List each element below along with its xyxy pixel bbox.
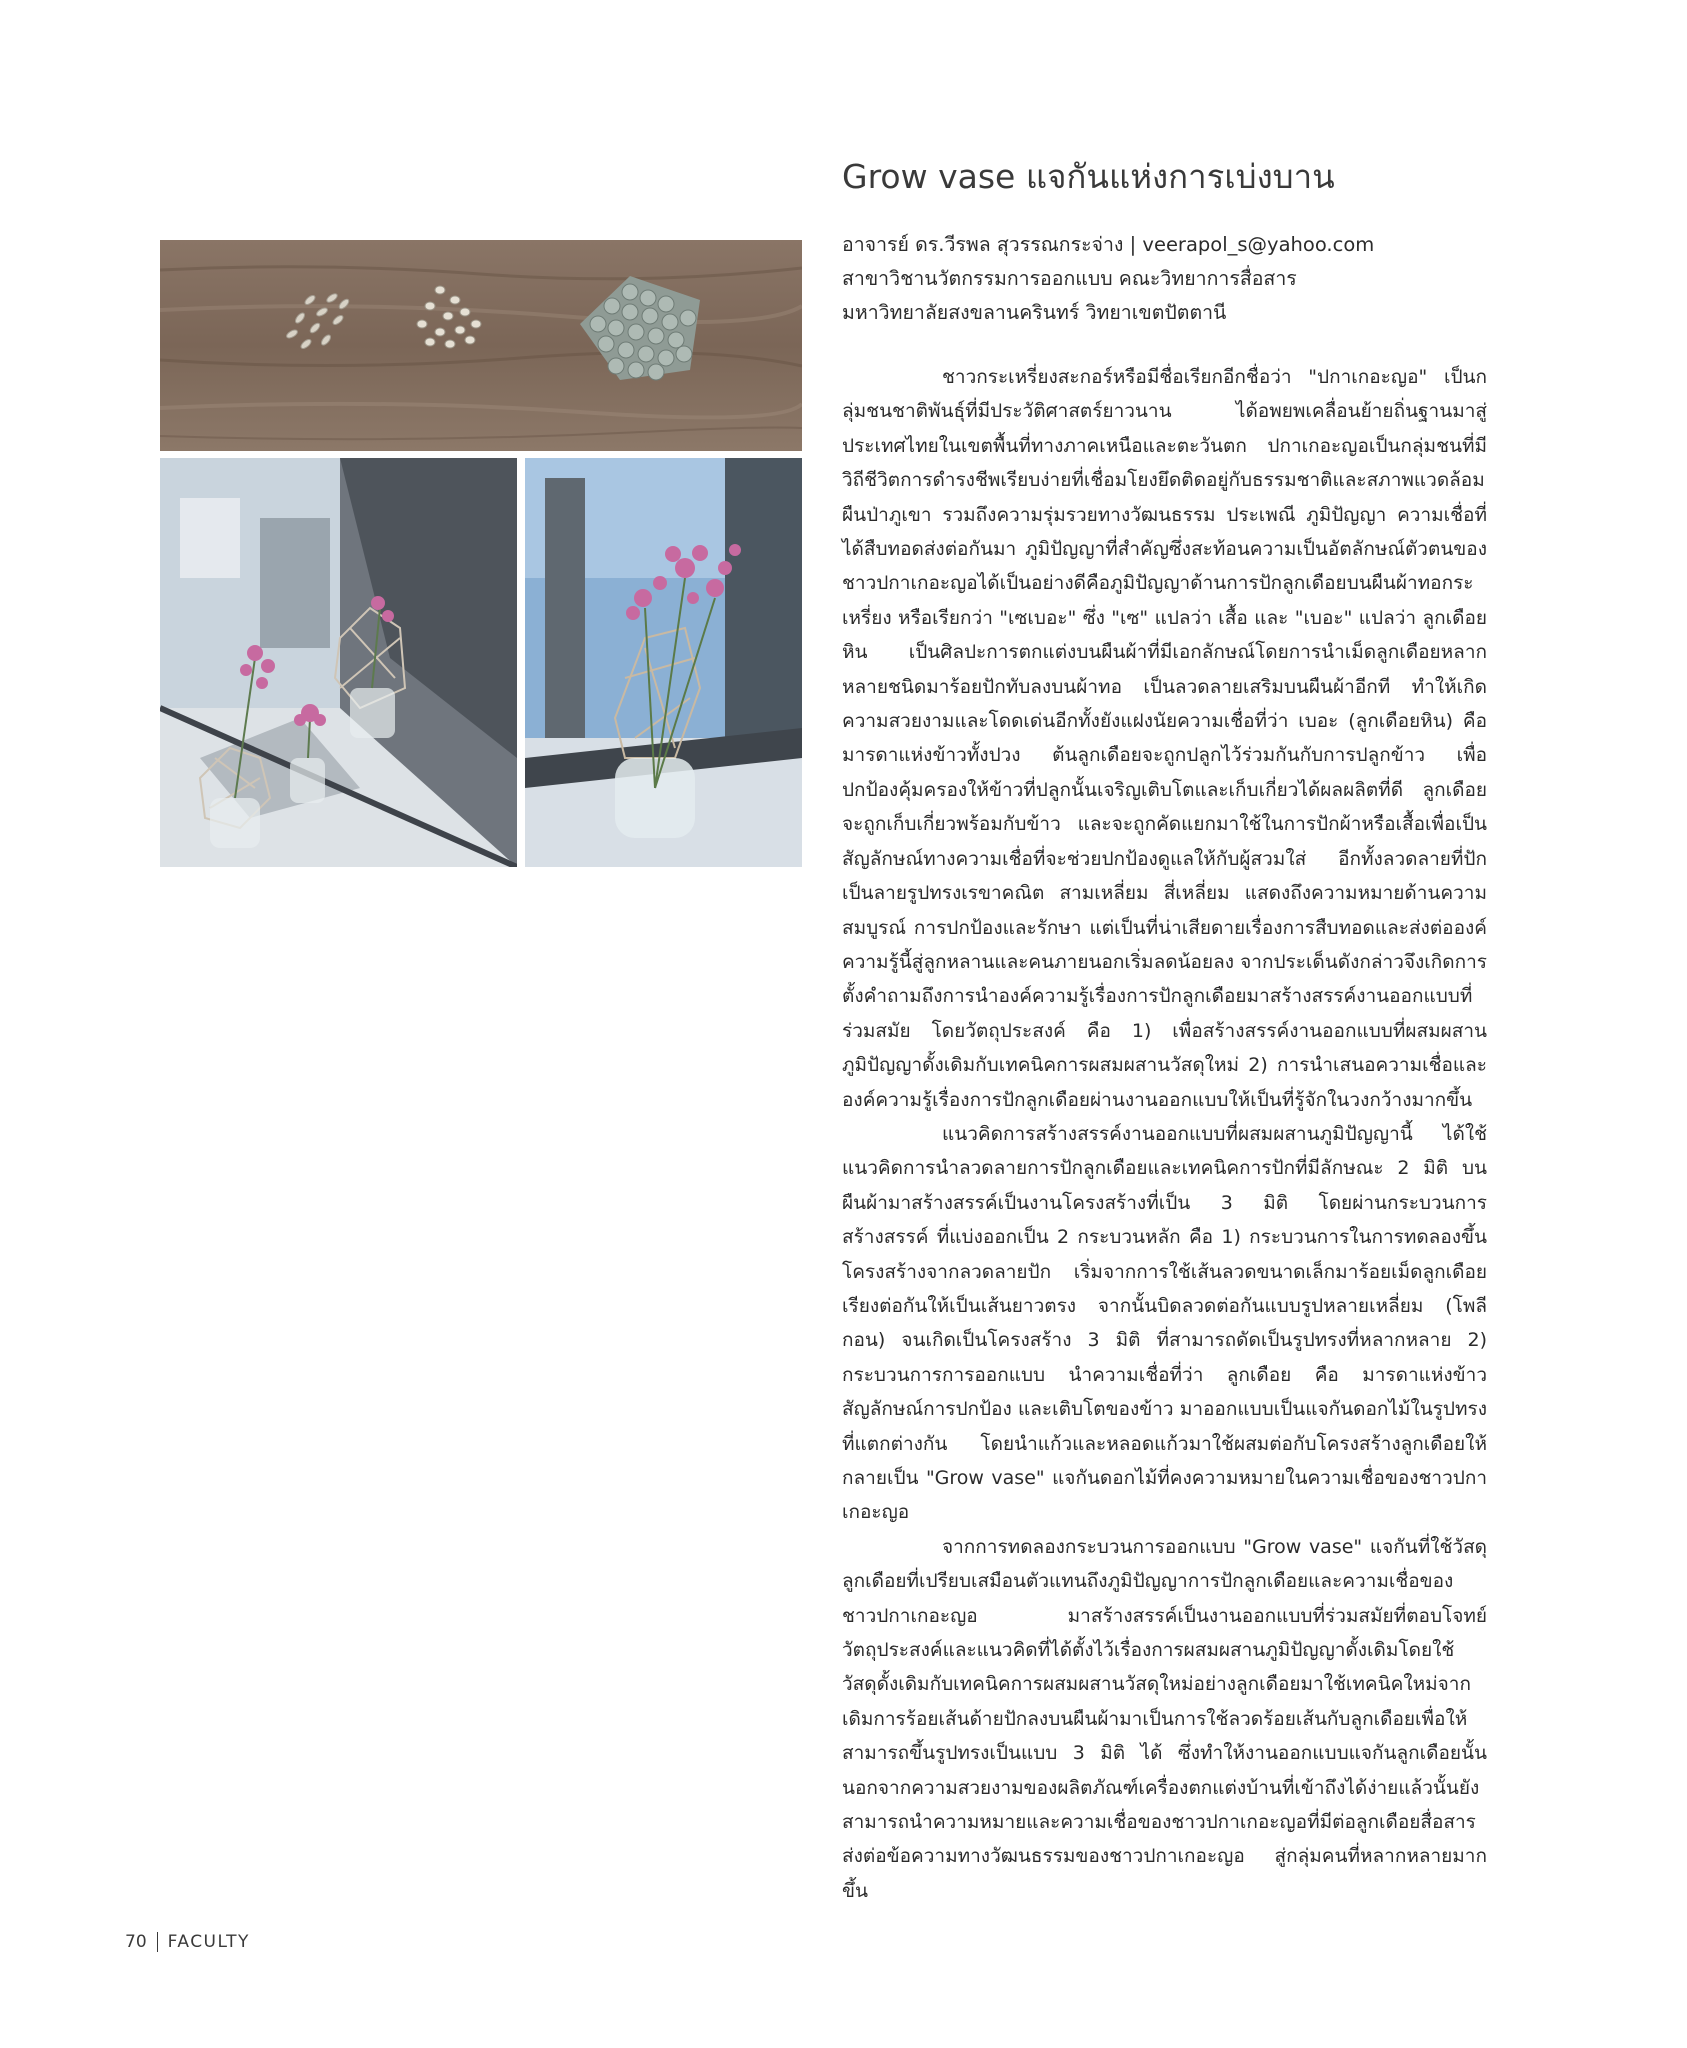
author-name-email: อาจารย์ ดร.วีรพล สุวรรณกระจ่าง | veerapol_s@yahoo.com (842, 233, 1375, 256)
body-paragraph: ชาวกระเหรี่ยงสะกอร์หรือมีชื่อเรียกอีกชื่อว่า "ปกาเกอะญอ" เป็นกลุ่มชนชาติพันธุ์ที่มีประวัติศาสตร์ยาวนาน ได้อพยพเคลื่อนย้ายถิ่นฐานมาสู่ประเทศไทยในเขตพื้นที่ทางภาคเหนือและตะวันตก ปกาเกอะญอเป็นกลุ่มชนที่มีวิถีชีวิตการดำรงชีพเรียบง่ายที่เชื่อมโยงยึดติดอยู่กับธรรมชาติและสภาพแวดล้อมผืนป่าภูเขา รวมถึงความรุ่มรวยทางวัฒนธรรม ประเพณี ภูมิปัญญา ความเชื่อที่ได้สืบทอดส่งต่อกันมา ภูมิปัญญาที่สำคัญซึ่งสะท้อนความเป็นอัตลักษณ์ตัวตนของชาวปกาเกอะญอได้เป็นอย่างดีคือภูมิปัญญาด้านการปักลูกเดือยบนผืนผ้าทอกระเหรี่ยง หรือเรียกว่า "เซเบอะ" ซึ่ง "เซ" แปลว่า เสื้อ และ "เบอะ" แปลว่า ลูกเดือยหิน เป็นศิลปะการตกแต่งบนผืนผ้าที่มีเอกลักษณ์โดยการนำเม็ดลูกเดือยหลากหลายชนิดมาร้อยปักทับลงบนผ้าทอ เป็นลวดลายเสริมบนผืนผ้าอีกที ทำให้เกิดความสวยงามและโดดเด่นอีกทั้งยังแฝงนัยความเชื่อที่ว่า เบอะ (ลูกเดือยหิน) คือมารดาแห่งข้าวทั้งปวง ต้นลูกเดือยจะถูกปลูกไว้ร่วมกันกับการปลูกข้าว เพื่อปกป้องคุ้มครองให้ข้าวที่ปลูกนั้นเจริญเติบโตและเก็บเกี่ยวได้ผลผลิตที่ดี ลูกเดือยจะถูกเก็บเกี่ยวพร้อมกับข้าว และจะถูกคัดแยกมาใช้ในการปักผ้าหรือเสื้อเพื่อเป็นสัญลักษณ์ทางความเชื่อที่จะช่วยปกป้องดูแลให้กับผู้สวมใส่ อีกทั้งลวดลายที่ปักเป็นลายรูปทรงเรขาคณิต สามเหลี่ยม สี่เหลี่ยม แสดงถึงความหมายด้านความสมบูรณ์ การปกป้องและรักษา แต่เป็นที่น่าเสียดายเรื่องการสืบทอดและส่งต่อองค์ความรู้นี้สู่ลูกหลานและคนภายนอกเริ่มลดน้อยลง จากประเด็นดังกล่าวจึงเกิดการตั้งคำถามถึงการนำองค์ความรู้เรื่องการปักลูกเดือยมาสร้างสรรค์งานออกแบบที่ร่วมสมัย โดยวัตถุประสงค์ คือ 1) เพื่อสร้างสรรค์งานออกแบบที่ผสมผสานภูมิปัญญาดั้งเดิมกับเทคนิคการผสมผสานวัสดุใหม่ 2) การนำเสนอความเชื่อและองค์ความรู้เรื่องการปักลูกเดือยผ่านงานออกแบบให้เป็นที่รู้จักในวงกว้างมากขึ้น (842, 366, 1487, 1111)
author-university: มหาวิทยาลัยสงขลานครินทร์ วิทยาเขตปัตตานี (842, 301, 1227, 324)
body-paragraph: แนวคิดการสร้างสรรค์งานออกแบบที่ผสมผสานภูมิปัญญานี้ ได้ใช้แนวคิดการนำลวดลายการปักลูกเดือยและเทคนิคการปักที่มีลักษณะ 2 มิติ บนผืนผ้ามาสร้างสรรค์เป็นงานโครงสร้างที่เป็น 3 มิติ โดยผ่านกระบวนการสร้างสรรค์ ที่แบ่งออกเป็น 2 กระบวนหลัก คือ 1) กระบวนการในการทดลองขึ้นโครงสร้างจากลวดลายปัก เริ่มจากการใช้เส้นลวดขนาดเล็กมาร้อยเม็ดลูกเดือยเรียงต่อกันให้เป็นเส้นยาวตรง จากนั้นบิดลวดต่อกันแบบรูปหลายเหลี่ยม (โพลีกอน) จนเกิดเป็นโครงสร้าง 3 มิติ ที่สามารถดัดเป็นรูปทรงที่หลากหลาย 2) กระบวนการการออกแบบ นำความเชื่อที่ว่า ลูกเดือย คือ มารดาแห่งข้าว สัญลักษณ์การปกป้อง และเติบโตของข้าว มาออกแบบเป็นแจกันดอกไม้ในรูปทรงที่แตกต่างกัน โดยนำแก้วและหลอดแก้วมาใช้ผสมต่อกับโครงสร้างลูกเดือยให้กลายเป็น "Grow vase" แจกันดอกไม้ที่คงความหมายในความเชื่อของชาวปกาเกอะญอ (842, 1122, 1487, 1524)
page-number: 70 (125, 1932, 147, 1952)
vase-closeup-photo (525, 458, 802, 867)
author-department: สาขาวิชานวัตกรรมการออกแบบ คณะวิทยาการสื่อสาร (842, 267, 1297, 290)
photo-collage (160, 240, 802, 867)
seeds-photo (160, 240, 802, 451)
section-name: FACULTY (167, 1932, 250, 1952)
footer-divider (157, 1932, 158, 1952)
page-footer (125, 1932, 250, 1952)
body-paragraph: จากการทดลองกระบวนการออกแบบ "Grow vase" แจกันที่ใช้วัสดุลูกเดือยที่เปรียบเสมือนตัวแทนถึงภูมิปัญญาการปักลูกเดือยและความเชื่อของชาวปกาเกอะญอ มาสร้างสรรค์เป็นงานออกแบบที่ร่วมสมัยที่ตอบโจทย์วัตถุประสงค์และแนวคิดที่ได้ตั้งไว้เรื่องการผสมผสานภูมิปัญญาดั้งเดิมโดยใช้วัสดุดั้งเดิมกับเทคนิคการผสมผสานวัสดุใหม่อย่างลูกเดือยมาใช้เทคนิคใหม่จากเดิมการร้อยเส้นด้ายปักลงบนผืนผ้ามาเป็นการใช้ลวดร้อยเส้นกับลูกเดือยเพื่อให้สามารถขึ้นรูปทรงเป็นแบบ 3 มิติ ได้ ซึ่งทำให้งานออกแบบแจกันลูกเดือยนั้นนอกจากความสวยงามของผลิตภัณฑ์เครื่องตกแต่งบ้านที่เข้าถึงได้ง่ายแล้วนั้นยังสามารถนำความหมายและความเชื่อของชาวปกาเกอะญอที่มีต่อลูกเดือยสื่อสารส่งต่อข้อความทางวัฒนธรรมของชาวปกาเกอะญอ สู่กลุ่มคนที่หลากหลายมากขึ้น (842, 1535, 1487, 1902)
article-title: Grow vase แจกันแห่งการเบ่งบาน (842, 157, 1335, 196)
article-body (842, 360, 1487, 1908)
author-block (842, 228, 1492, 330)
vases-window-photo (160, 458, 517, 867)
